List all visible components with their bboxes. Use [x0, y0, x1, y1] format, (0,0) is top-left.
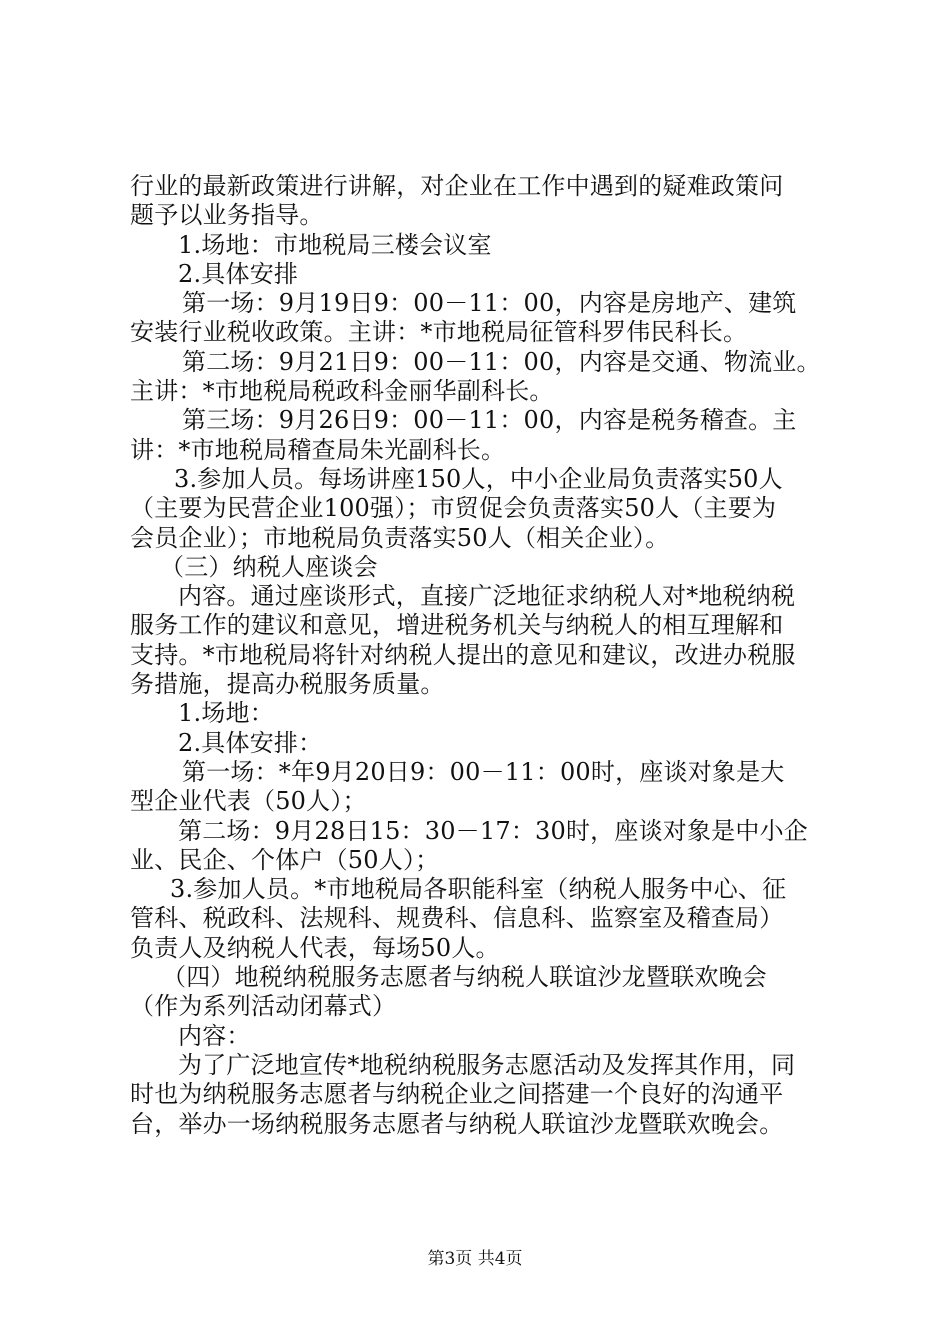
text-line: 型企业代表（50人）； — [130, 787, 367, 816]
text-line: 第二场：9月28日15：30－17：30时，座谈对象是中小企 — [178, 816, 808, 845]
text-line: 内容： — [178, 1021, 251, 1050]
page-number: 第3页 共4页 — [427, 1249, 523, 1269]
text-line: 第三场：9月26日9：00－11：00，内容是税务稽查。主 — [182, 406, 797, 435]
text-line: 会员企业）；市地税局负责落实50人（相关企业）。 — [130, 523, 670, 552]
text-line: 第二场：9月21日9：00－11：00，内容是交通、物流业。 — [182, 347, 821, 376]
text-line: 内容。通过座谈形式，直接广泛地征求纳税人对*地税纳税 — [178, 582, 796, 611]
text-line: 第一场：*年9月20日9：00－11：00时，座谈对象是大 — [182, 757, 785, 786]
text-line: （作为系列活动闭幕式） — [130, 992, 397, 1021]
text-line: 安装行业税收政策。主讲：*市地税局征管科罗伟民科长。 — [130, 318, 748, 347]
text-line: 主讲：*市地税局税政科金丽华副科长。 — [130, 377, 554, 406]
text-line: 业、民企、个体户（50人）； — [130, 845, 440, 874]
text-line: 行业的最新政策进行讲解，对企业在工作中遇到的疑难政策问 — [130, 172, 784, 200]
section-heading: （四）地税纳税服务志愿者与纳税人联谊沙龙暨联欢晚会 — [162, 963, 767, 992]
text-line: 管科、税政科、法规科、规费科、信息科、监察室及稽查局） — [130, 904, 784, 933]
text-line: 1.场地： — [178, 699, 274, 728]
text-line: 台，举办一场纳税服务志愿者与纳税人联谊沙龙暨联欢晚会。 — [130, 1109, 784, 1138]
document-body — [130, 172, 830, 1139]
text-line: 负责人及纳税人代表，每场50人。 — [130, 933, 500, 962]
text-line: （主要为民营企业100强）；市贸促会负责落实50人（主要为 — [130, 494, 777, 523]
text-line: 2.具体安排： — [178, 728, 323, 757]
text-line: 服务工作的建议和意见，增进税务机关与纳税人的相互理解和 — [130, 611, 784, 640]
text-line: 为了广泛地宣传*地税纳税服务志愿活动及发挥其作用，同 — [178, 1050, 796, 1079]
text-line: 3.参加人员。*市地税局各职能科室（纳税人服务中心、征 — [170, 875, 787, 904]
text-line: 支持。*市地税局将针对纳税人提出的意见和建议，改进办税服 — [130, 640, 796, 669]
text-line: 讲：*市地税局稽查局朱光副科长。 — [130, 435, 506, 464]
text-line: 第一场：9月19日9：00－11：00，内容是房地产、建筑 — [182, 289, 797, 318]
text-line: 1.场地：市地税局三楼会议室 — [178, 230, 492, 259]
text-line: 3.参加人员。每场讲座150人，中小企业局负责落实50人 — [174, 464, 783, 493]
text-line: 务措施，提高办税服务质量。 — [130, 670, 445, 699]
text-line: 题予以业务指导。 — [130, 201, 324, 230]
text-line: 时也为纳税服务志愿者与纳税企业之间搭建一个良好的沟通平 — [130, 1080, 784, 1109]
text-line: 2.具体安排 — [178, 259, 299, 288]
section-heading: （三）纳税人座谈会 — [160, 552, 378, 581]
